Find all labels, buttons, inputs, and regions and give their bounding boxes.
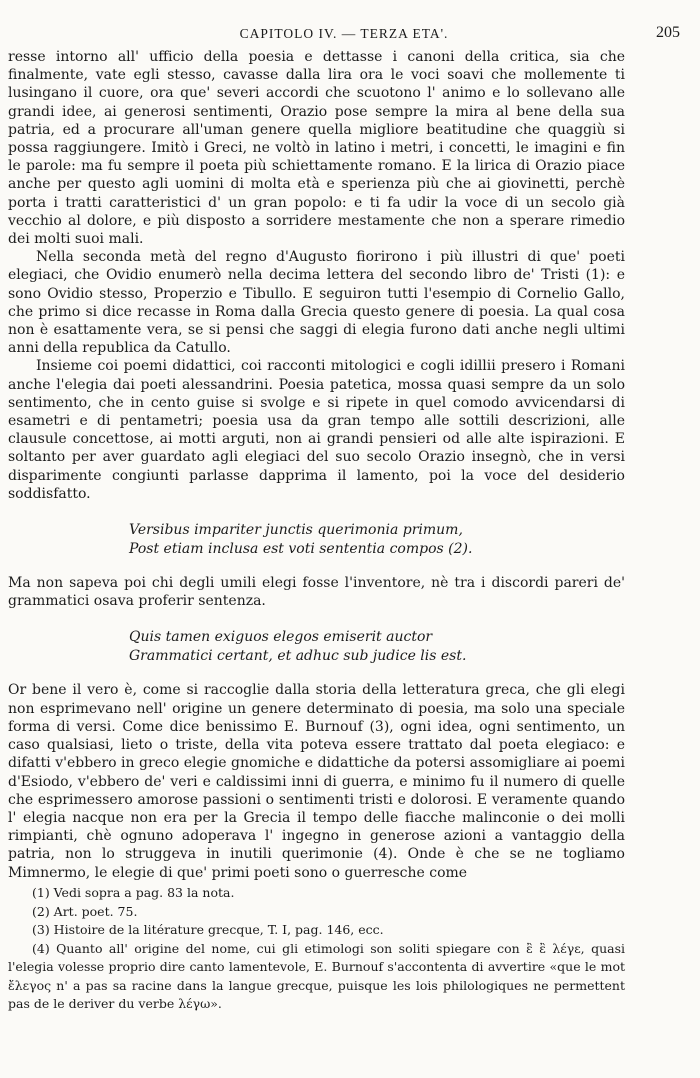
footnote: (2) Art. poet. 75.: [32, 903, 138, 919]
verse-line: Grammatici certant, et adhuc sub judice lis est.: [129, 647, 467, 664]
footnote: (1) Vedi sopra a pag. 83 la nota.: [32, 885, 235, 900]
paragraph: Ma non sapeva poi chi degli umili elegi fosse l'inventore, nè tra i discordi pareri de' grammatici osava proferir sentenza.: [8, 575, 625, 610]
paragraph: Nella seconda metà del regno d'Augusto fiorirono i più illustri di que' poeti elegiaci, che Ovidio enumerò nella decima lettera del secondo libro de' Tristi (1): e sono Ovidio stesso, Properzio e Tibullo. E seguiron tutti l'esempio di Cornelio Gallo, che primo si dice recasse in Roma dalla Grecia questo genere di poesia. La qual cosa non è esattamente vera, se si pensi che saggi di elegia furono dati anche negli ultimi anni della republica da Catullo.: [8, 249, 625, 357]
footnote: (3) Histoire de la litérature grecque, T. I, pag. 146, ecc.: [32, 922, 384, 937]
page-header: [8, 26, 680, 48]
footnote: (4) Quanto all' origine del nome, cui gli etimologi son soliti spiegare con ἒ ἒ λέγε, quasi l'elegia volesse proprio dire canto lamentevole, E. Burnouf s'accontenta di avvertire «que le mot ἔλεγος n' a pas sa racine dans la langue grecque, puisque les lois philologiques ne permettent pas de le deriver du verbe λέγω».: [8, 940, 625, 1011]
page-number: 205: [656, 24, 680, 41]
paragraph: resse intorno all' ufficio della poesia e dettasse i canoni della critica, sia che finalmente, vate egli stesso, cavasse dalla lira ora le voci soavi che mollemente ti lusingano il cuore, ora que' severi accordi che scuotono l' animo e lo sollevano alle grandi idee, ai generosi sentimenti, Orazio pose sempre la mira al bene della sua patria, ed a procurare all'uman genere quella migliore beatitudine che quaggiù si possa raggiungere. Imitò i Greci, ne voltò in latino i metri, i concetti, le imagini e fin le parole: ma fu sempre il poeta più schiettamente romano. E la lirica di Orazio piace anche per questo agli uomini di molta età e sperienza più che ai giovinetti, perchè porta i tratti caratteristici d' un gran popolo: e ti fa udir la voce di un secolo già vecchio al dolore, e più disposto a sorridere mestamente che non a sperare rimedio dei molti suoi mali.: [8, 49, 625, 248]
verse-line: Versibus impariter junctis querimonia primum,: [129, 522, 463, 539]
verse-quote: [129, 521, 625, 558]
main-text: [8, 48, 625, 882]
verse-quote: [129, 628, 625, 665]
verse-line: Quis tamen exiguos elegos emiserit auctor: [129, 629, 433, 646]
paragraph: Insieme coi poemi didattici, coi racconti mitologici e cogli idillii presero i Romani anche l'elegia dai poeti alessandrini. Poesia patetica, mossa quasi sempre da un solo sentimento, che in cento guise si svolge e si ripete in quel comodo avvicendarsi di esametri e di pentametri; poesia usa da gran tempo alle sottili descrizioni, alle clausule concettose, ai motti arguti, non ai grandi pensieri od alle alte ispirazioni. E soltanto per aver guardato agli elegiaci del suo secolo Orazio insegnò, che in versi disparimente congiunti parlasse dapprima il lamento, poi la voce del desiderio soddisfatto.: [8, 358, 625, 502]
footnotes: [8, 884, 625, 1014]
running-title: CAPITOLO IV. — TERZA ETA'.: [239, 26, 449, 41]
paragraph: Or bene il vero è, come si raccoglie dalla storia della letteratura greca, che gli elegi non esprimevano nell' origine un genere determinato di poesia, ma solo una speciale forma di versi. Come dice benissimo E. Burnouf (3), ogni idea, ogni sentimento, un caso qualsiasi, lieto o triste, della vita poteva essere trattato dal poeta elegiaco: e difatti v'ebbero in greco elegie gnomiche e didattiche da potersi assomigliare ai poemi d'Esiodo, v'ebbero de' veri e caldissimi inni di guerra, e minimo fu il numero di quelle che esprimessero amorose passioni o sentimenti tristi e dolorosi. E veramente quando l' elegia nacque non era per la Grecia il tempo delle fiacche malinconie o dei molli rimpianti, chè ognuno adoperava l' ingegno in generose azioni a vantaggio della patria, non lo struggeva in inutili querimonie (4). Onde è che se ne togliamo Mimnermo, le elegie di que' primi poeti sono o guerresche come: [8, 682, 625, 881]
verse-line: Post etiam inclusa est voti sententia compos (2).: [129, 540, 473, 557]
